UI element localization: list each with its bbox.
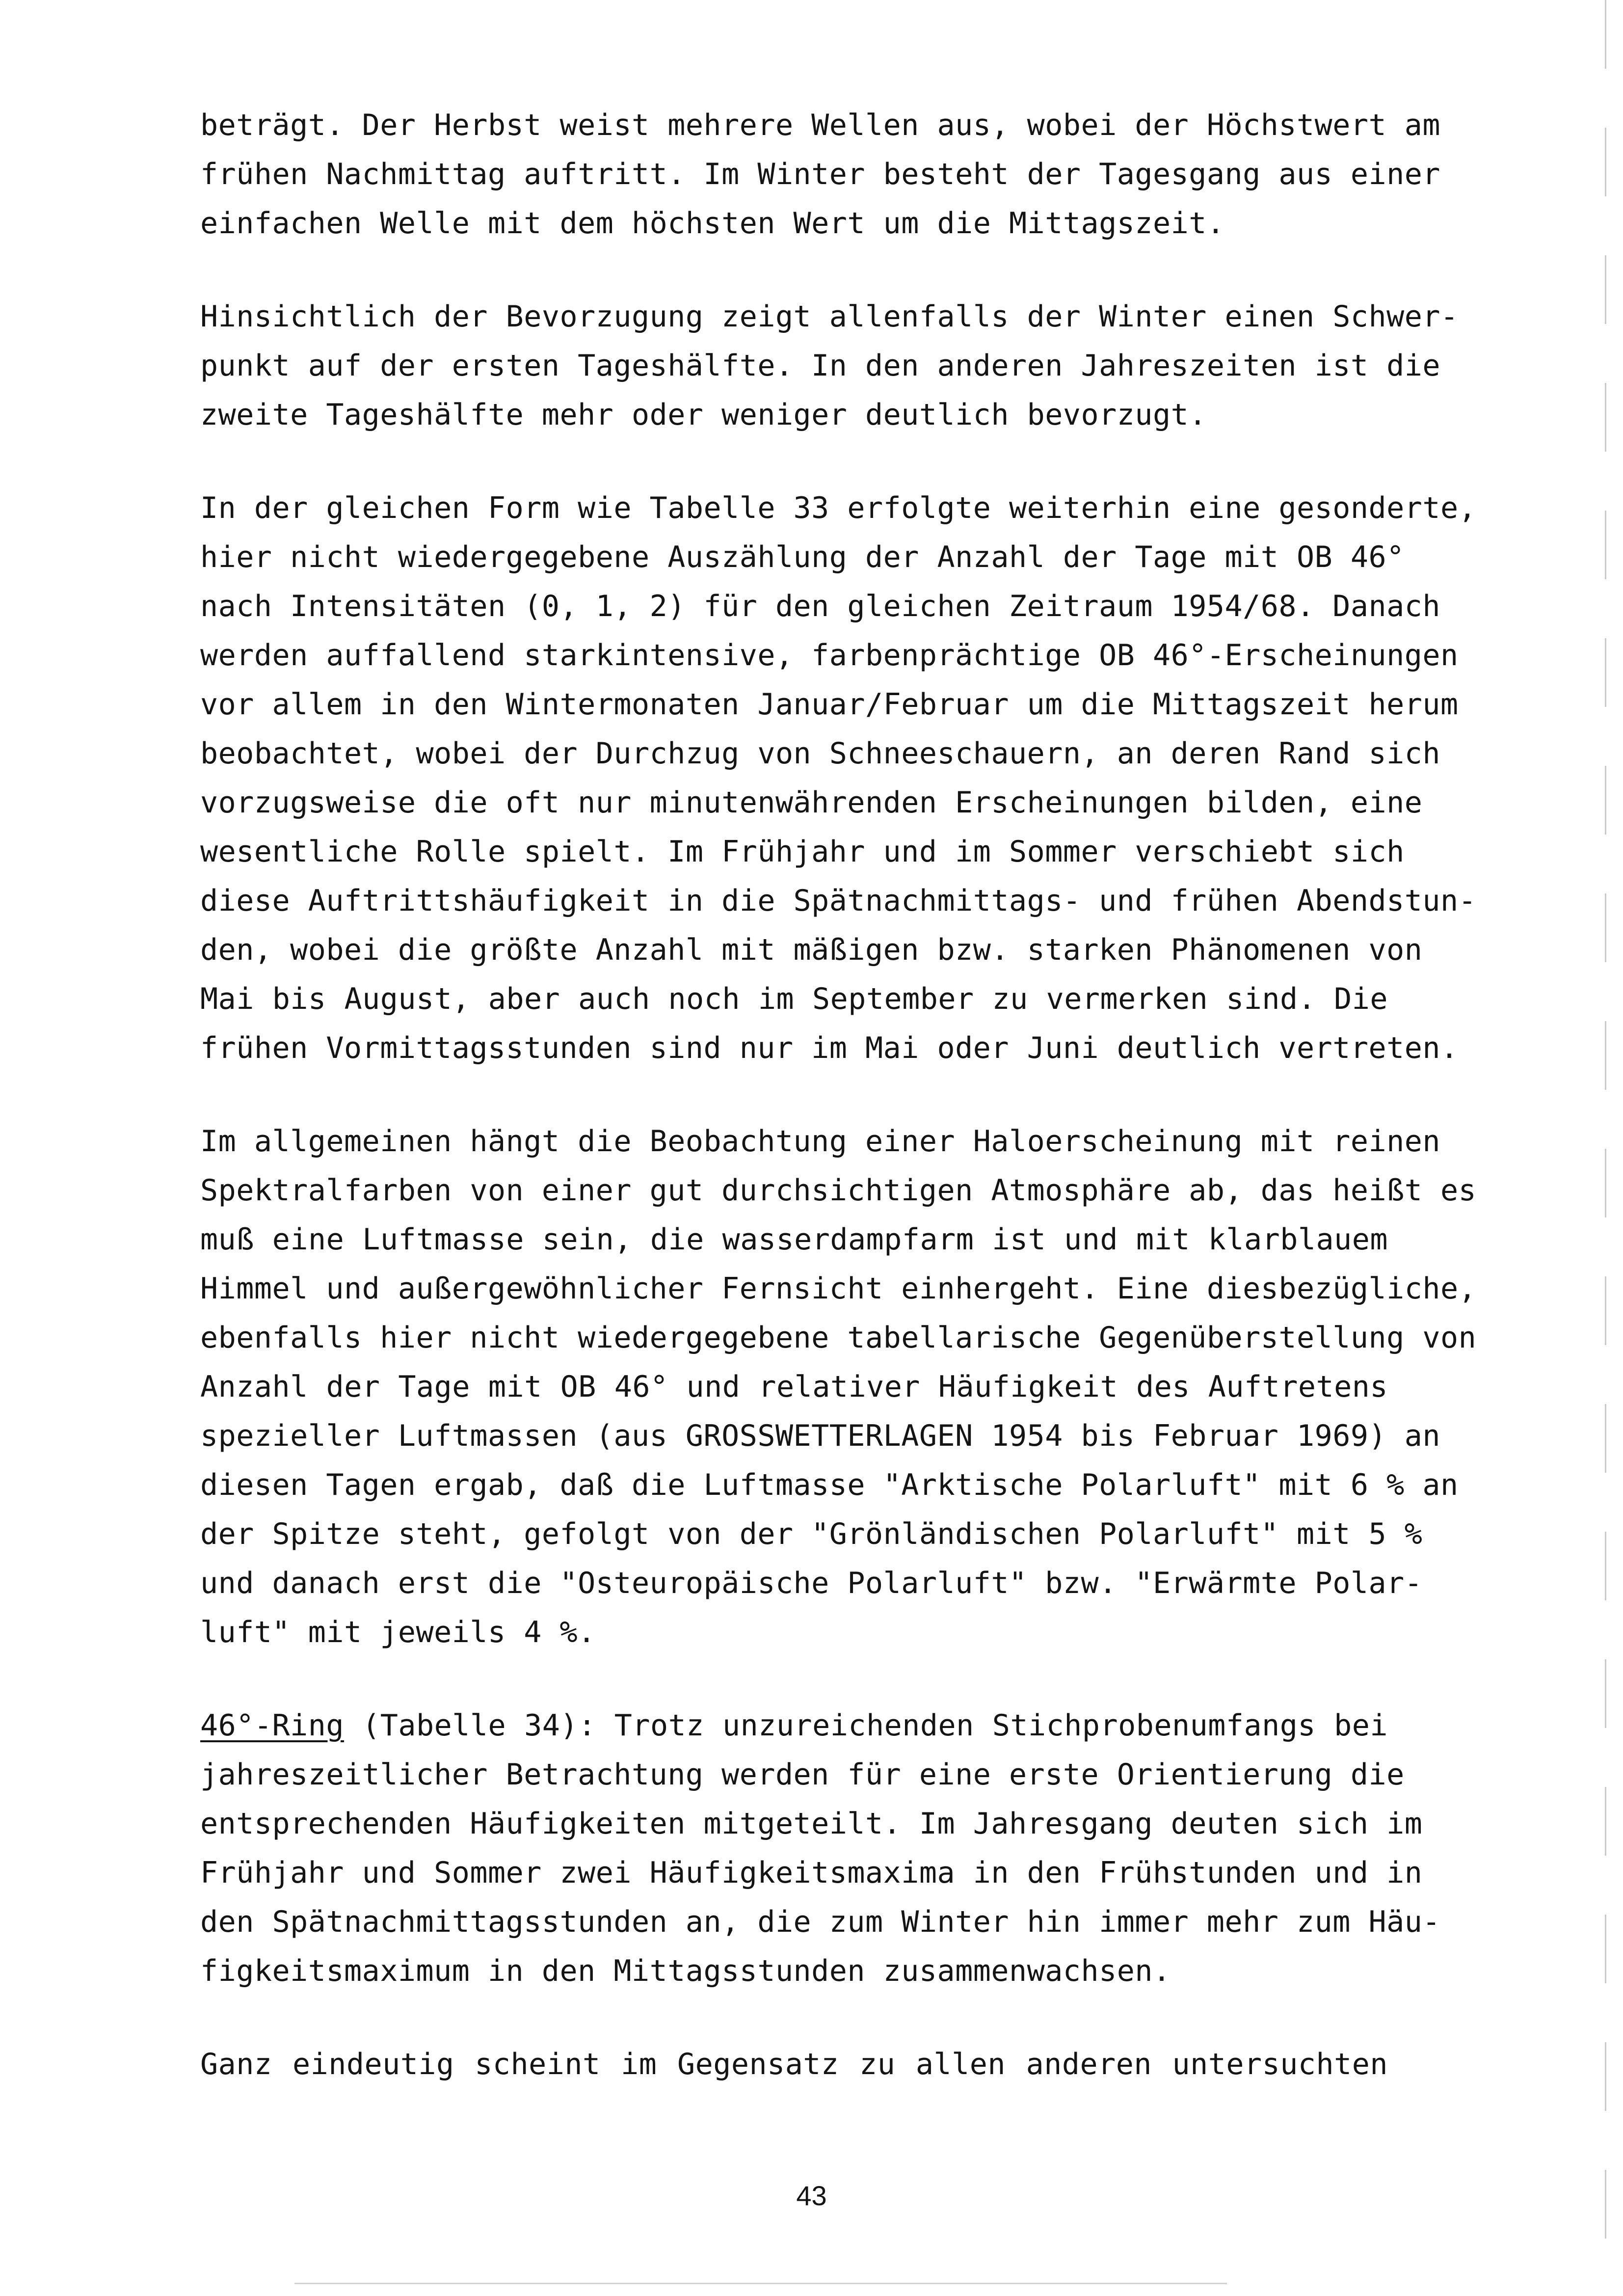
text-line: Hinsichtlich der Bevorzugung zeigt allenfalls der Winter einen Schwer- bbox=[200, 299, 1459, 334]
paragraph-5 bbox=[200, 1701, 1440, 1996]
text-line: werden auffallend starkintensive, farbenprächtige OB 46°-Erscheinungen bbox=[200, 638, 1459, 673]
text-line: beobachtet, wobei der Durchzug von Schneeschauern, an deren Rand sich bbox=[200, 736, 1440, 771]
text-line: und danach erst die "Osteuropäische Polarluft" bzw. "Erwärmte Polar- bbox=[200, 1566, 1423, 1600]
text-line: figkeitsmaximum in den Mittagsstunden zusammenwachsen. bbox=[200, 1954, 1171, 1988]
text-line: Spektralfarben von einer gut durchsichtigen Atmosphäre ab, das heißt es bbox=[200, 1173, 1477, 1208]
paragraph-3 bbox=[200, 484, 1477, 1073]
text-line: der Spitze steht, gefolgt von der "Grönländischen Polarluft" mit 5 % bbox=[200, 1517, 1423, 1551]
text-line: Ganz eindeutig scheint im Gegensatz zu allen anderen untersuchten bbox=[200, 2047, 1388, 2081]
paragraph-2 bbox=[200, 292, 1459, 439]
text-line: den Spätnachmittagsstunden an, die zum Winter hin immer mehr zum Häu- bbox=[200, 1905, 1440, 1939]
scan-edge-line bbox=[1605, 0, 1606, 2296]
text-line: Himmel und außergewöhnlicher Fernsicht einhergeht. Eine diesbezügliche, bbox=[200, 1271, 1477, 1306]
paragraph-4 bbox=[200, 1117, 1477, 1657]
text-line: Anzahl der Tage mit OB 46° und relativer Häufigkeit des Auftretens bbox=[200, 1370, 1388, 1404]
text-line: muß eine Luftmasse sein, die wasserdampfarm ist und mit klarblauem bbox=[200, 1222, 1388, 1257]
page-number: 43 bbox=[796, 2180, 827, 2211]
text-line: Mai bis August, aber auch noch im September zu vermerken sind. Die bbox=[200, 982, 1388, 1016]
paragraph-6 bbox=[200, 2040, 1388, 2089]
text-line: Frühjahr und Sommer zwei Häufigkeitsmaxima in den Frühstunden und in bbox=[200, 1856, 1423, 1890]
text-line: frühen Nachmittag auftritt. Im Winter besteht der Tagesgang aus einer bbox=[200, 157, 1440, 191]
text-line: jahreszeitlicher Betrachtung werden für eine erste Orientierung die bbox=[200, 1757, 1405, 1792]
text-line: den, wobei die größte Anzahl mit mäßigen bzw. starken Phänomenen von bbox=[200, 933, 1423, 967]
text-line: diese Auftrittshäufigkeit in die Spätnachmittags- und frühen Abendstun- bbox=[200, 884, 1477, 918]
text-line: Im allgemeinen hängt die Beobachtung einer Haloerscheinung mit reinen bbox=[200, 1124, 1440, 1159]
text-line: luft" mit jeweils 4 %. bbox=[200, 1615, 596, 1649]
text-line: vor allem in den Wintermonaten Januar/Februar um die Mittagszeit herum bbox=[200, 687, 1459, 722]
text-line: zweite Tageshälfte mehr oder weniger deutlich bevorzugt. bbox=[200, 398, 1207, 432]
section-heading-46-ring: 46°-Ring bbox=[200, 1708, 344, 1743]
text-line: spezieller Luftmassen (aus GROSSWETTERLAGEN 1954 bis Februar 1969) an bbox=[200, 1419, 1440, 1453]
text-line: wesentliche Rolle spielt. Im Frühjahr und im Sommer verschiebt sich bbox=[200, 835, 1405, 869]
text-line: entsprechenden Häufigkeiten mitgeteilt. Im Jahresgang deuten sich im bbox=[200, 1807, 1423, 1841]
scan-bottom-line bbox=[294, 2283, 1227, 2284]
text-line: diesen Tagen ergab, daß die Luftmasse "Arktische Polarluft" mit 6 % an bbox=[200, 1468, 1459, 1502]
text-line bbox=[200, 1701, 1388, 1750]
text-line: hier nicht wiedergegebene Auszählung der Anzahl der Tage mit OB 46° bbox=[200, 540, 1405, 574]
text-line: In der gleichen Form wie Tabelle 33 erfolgte weiterhin eine gesonderte, bbox=[200, 491, 1477, 525]
text-line: nach Intensitäten (0, 1, 2) für den gleichen Zeitraum 1954/68. Danach bbox=[200, 589, 1440, 623]
paragraph-1 bbox=[200, 101, 1440, 248]
text-line: punkt auf der ersten Tageshälfte. In den anderen Jahreszeiten ist die bbox=[200, 349, 1440, 383]
text-line: beträgt. Der Herbst weist mehrere Wellen aus, wobei der Höchstwert am bbox=[200, 108, 1440, 142]
text-line-rest: (Tabelle 34): Trotz unzureichenden Stichprobenumfangs bei bbox=[344, 1708, 1388, 1743]
text-line: frühen Vormittagsstunden sind nur im Mai oder Juni deutlich vertreten. bbox=[200, 1031, 1459, 1065]
text-line: ebenfalls hier nicht wiedergegebene tabellarische Gegenüberstellung von bbox=[200, 1321, 1477, 1355]
text-line: vorzugsweise die oft nur minutenwährenden Erscheinungen bilden, eine bbox=[200, 785, 1423, 820]
text-line: einfachen Welle mit dem höchsten Wert um die Mittagszeit. bbox=[200, 206, 1225, 241]
